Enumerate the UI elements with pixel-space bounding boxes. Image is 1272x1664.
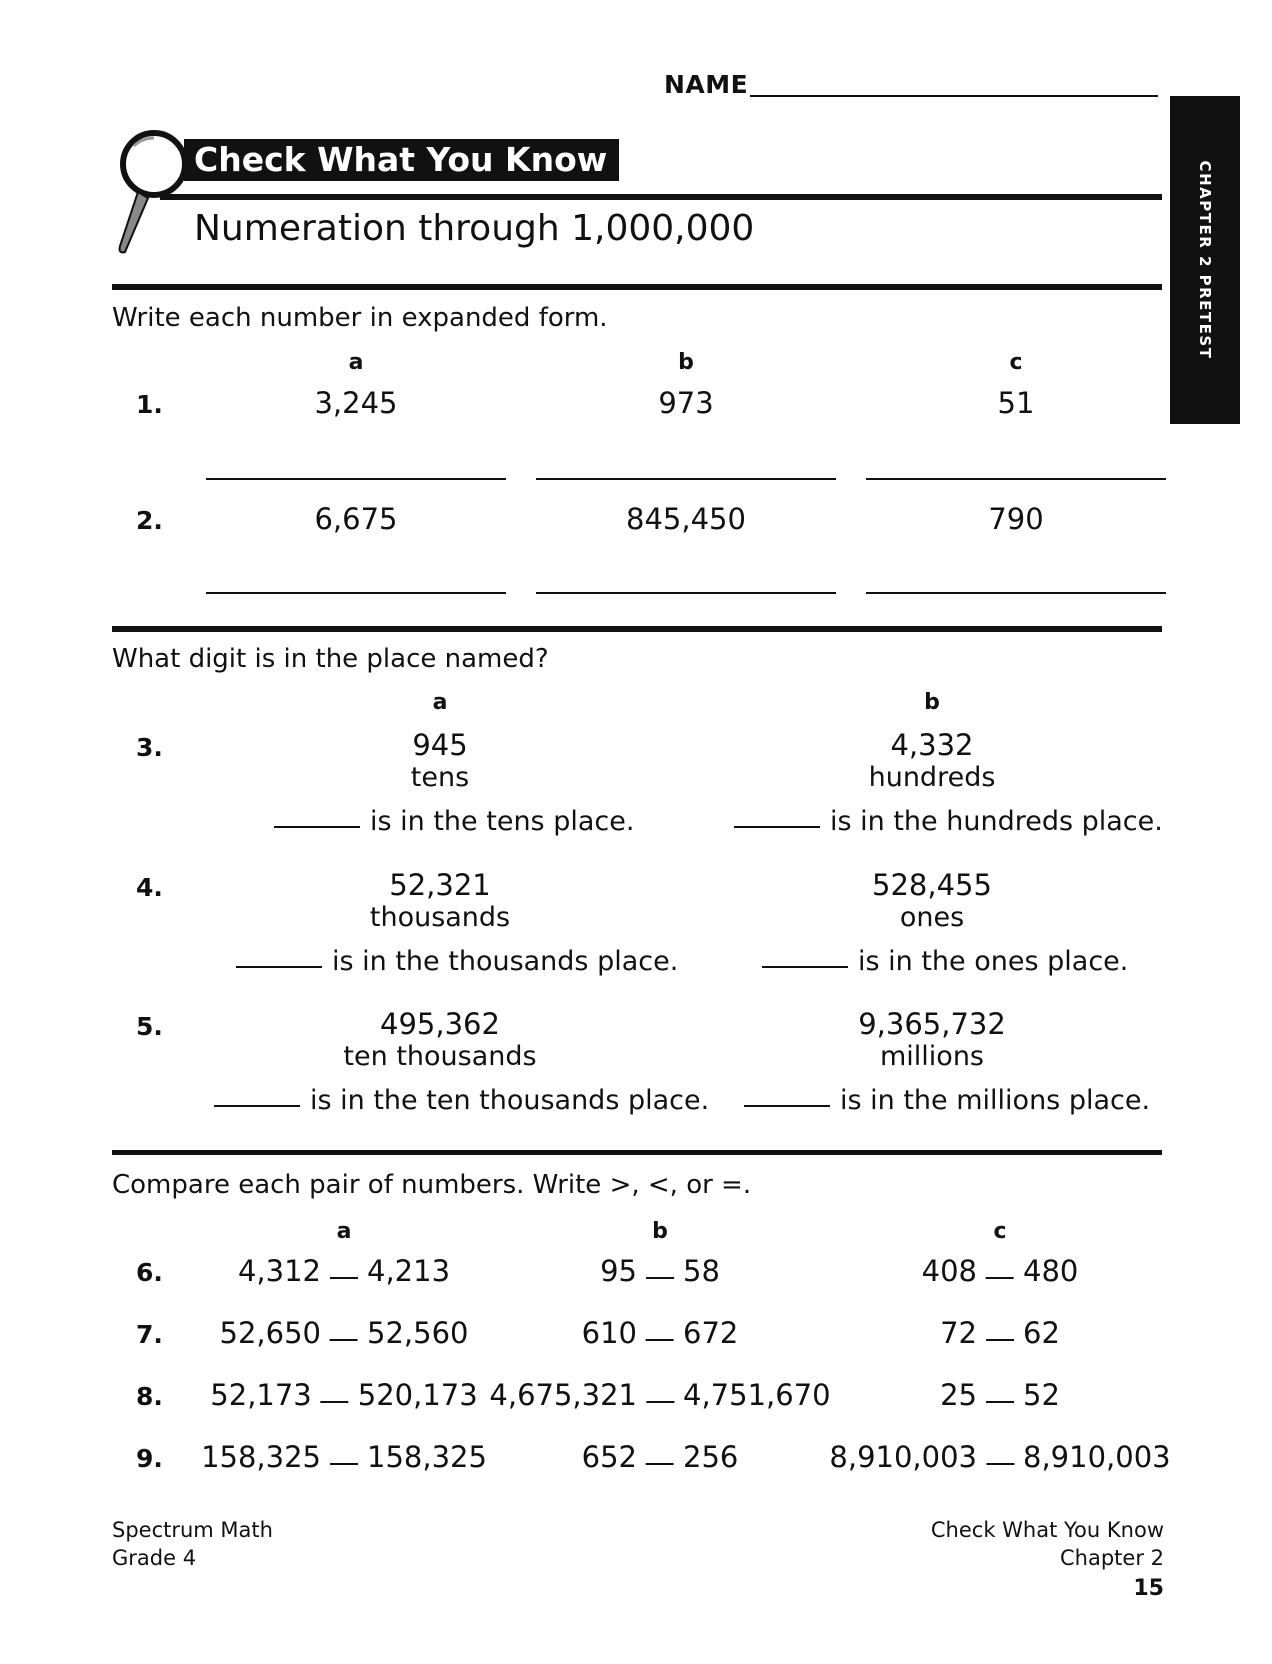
compare-pair [922, 1254, 1079, 1288]
compare-left-number: 4,675,321 [489, 1378, 637, 1412]
page-subtitle: Numeration through 1,000,000 [194, 208, 755, 249]
answer-line[interactable] [536, 592, 836, 594]
answer-line[interactable] [866, 592, 1166, 594]
answer-blank[interactable] [214, 1104, 300, 1107]
compare-right-number: 8,910,003 [1023, 1440, 1171, 1474]
compare-blank[interactable] [986, 1338, 1014, 1341]
compare-left-number: 95 [600, 1254, 637, 1288]
column-a-header: a [336, 1219, 352, 1244]
answer-sentence [734, 806, 1163, 837]
compare-right-number: 52 [1023, 1378, 1060, 1412]
compare-right-number: 158,325 [367, 1440, 487, 1474]
number-value: 528,455 [872, 868, 992, 902]
number-value: 3,245 [314, 386, 398, 420]
compare-blank[interactable] [646, 1276, 674, 1279]
place-name: ones [899, 902, 965, 933]
compare-blank[interactable] [330, 1462, 358, 1465]
sentence-text: is in the ones place. [858, 946, 1129, 977]
answer-blank[interactable] [274, 825, 360, 828]
compare-pair [940, 1316, 1060, 1350]
compare-left-number: 652 [581, 1440, 637, 1474]
compare-left-number: 72 [940, 1316, 977, 1350]
compare-blank[interactable] [646, 1462, 674, 1465]
section2-instruction: What digit is in the place named? [112, 644, 549, 674]
question-number: 2. [136, 506, 163, 535]
name-label: NAME [664, 70, 749, 99]
compare-pair [582, 1440, 739, 1474]
answer-sentence [762, 946, 1128, 977]
section3-instruction: Compare each pair of numbers. Write >, <, or =. [112, 1170, 752, 1200]
question-number: 3. [136, 733, 163, 762]
compare-right-number: 4,213 [367, 1254, 451, 1288]
number-value: 51 [997, 386, 1035, 420]
section-divider [112, 1150, 1162, 1155]
compare-blank[interactable] [646, 1400, 674, 1403]
compare-right-number: 58 [683, 1254, 720, 1288]
column-b-header: b [652, 1219, 668, 1244]
sentence-text: is in the hundreds place. [830, 806, 1163, 837]
compare-pair [829, 1440, 1170, 1474]
sentence-text: is in the ten thousands place. [310, 1085, 710, 1116]
compare-pair [238, 1254, 450, 1288]
answer-line[interactable] [866, 478, 1166, 480]
compare-left-number: 25 [940, 1378, 977, 1412]
title-rule [160, 194, 1162, 200]
compare-left-number: 8,910,003 [829, 1440, 977, 1474]
number-value: 6,675 [314, 502, 398, 536]
compare-right-number: 480 [1023, 1254, 1079, 1288]
compare-blank[interactable] [646, 1338, 674, 1341]
number-value: 9,365,732 [858, 1007, 1006, 1041]
answer-sentence [214, 1085, 709, 1116]
compare-blank[interactable] [986, 1400, 1014, 1403]
compare-blank[interactable] [986, 1462, 1014, 1465]
place-name: thousands [369, 902, 511, 933]
answer-line[interactable] [206, 478, 506, 480]
compare-blank[interactable] [986, 1276, 1014, 1279]
number-value: 790 [988, 502, 1044, 536]
place-name: hundreds [868, 762, 996, 793]
place-name: ten thousands [343, 1041, 537, 1072]
footer-grade: Grade 4 [112, 1546, 197, 1570]
column-a-header: a [348, 350, 364, 375]
number-value: 945 [412, 728, 468, 762]
footer-section: Check What You Know [930, 1518, 1164, 1542]
compare-pair [489, 1378, 830, 1412]
number-value: 973 [658, 386, 714, 420]
answer-sentence [236, 946, 678, 977]
column-a-header: a [432, 690, 448, 715]
compare-pair [940, 1378, 1060, 1412]
question-number: 8. [136, 1382, 163, 1411]
answer-blank[interactable] [236, 965, 322, 968]
compare-pair [201, 1440, 487, 1474]
answer-sentence [744, 1085, 1150, 1116]
sentence-text: is in the thousands place. [332, 946, 679, 977]
section-divider [112, 626, 1162, 632]
answer-blank[interactable] [734, 825, 820, 828]
compare-left-number: 158,325 [201, 1440, 321, 1474]
answer-line[interactable] [536, 478, 836, 480]
compare-right-number: 256 [683, 1440, 739, 1474]
number-value: 845,450 [626, 502, 746, 536]
compare-blank[interactable] [330, 1338, 358, 1341]
compare-left-number: 610 [581, 1316, 637, 1350]
answer-line[interactable] [206, 592, 506, 594]
name-field[interactable] [750, 95, 1158, 97]
place-name: tens [410, 762, 470, 793]
column-c-header: c [1009, 350, 1023, 375]
answer-blank[interactable] [744, 1104, 830, 1107]
sentence-text: is in the tens place. [370, 806, 635, 837]
compare-right-number: 52,560 [367, 1316, 469, 1350]
number-value: 52,321 [389, 868, 491, 902]
compare-pair [220, 1316, 469, 1350]
column-b-header: b [924, 690, 940, 715]
page-number: 15 [1133, 1576, 1164, 1601]
question-number: 9. [136, 1444, 163, 1473]
number-value: 495,362 [380, 1007, 500, 1041]
footer-series: Spectrum Math [112, 1518, 273, 1542]
compare-pair [210, 1378, 477, 1412]
compare-left-number: 408 [921, 1254, 977, 1288]
footer-chapter: Chapter 2 [1060, 1546, 1164, 1570]
chapter-tab [1170, 96, 1240, 424]
page-title: Check What You Know [184, 139, 619, 181]
question-number: 7. [136, 1320, 163, 1349]
compare-pair [600, 1254, 720, 1288]
section-divider [112, 284, 1162, 290]
compare-right-number: 4,751,670 [683, 1378, 831, 1412]
place-name: millions [879, 1041, 985, 1072]
question-number: 6. [136, 1258, 163, 1287]
compare-blank[interactable] [321, 1400, 349, 1403]
answer-sentence [274, 806, 634, 837]
number-value: 4,332 [890, 728, 974, 762]
compare-right-number: 62 [1023, 1316, 1060, 1350]
compare-left-number: 52,173 [210, 1378, 312, 1412]
section1-instruction: Write each number in expanded form. [112, 303, 608, 333]
question-number: 1. [136, 390, 163, 419]
compare-pair [582, 1316, 739, 1350]
compare-left-number: 4,312 [237, 1254, 321, 1288]
column-b-header: b [678, 350, 694, 375]
compare-right-number: 520,173 [357, 1378, 478, 1412]
sentence-text: is in the millions place. [840, 1085, 1151, 1116]
compare-blank[interactable] [330, 1276, 358, 1279]
compare-right-number: 672 [683, 1316, 739, 1350]
question-number: 5. [136, 1012, 163, 1041]
compare-left-number: 52,650 [219, 1316, 321, 1350]
column-c-header: c [993, 1219, 1007, 1244]
answer-blank[interactable] [762, 965, 848, 968]
question-number: 4. [136, 873, 163, 902]
chapter-tab-label: CHAPTER 2 PRETEST [1196, 160, 1214, 360]
